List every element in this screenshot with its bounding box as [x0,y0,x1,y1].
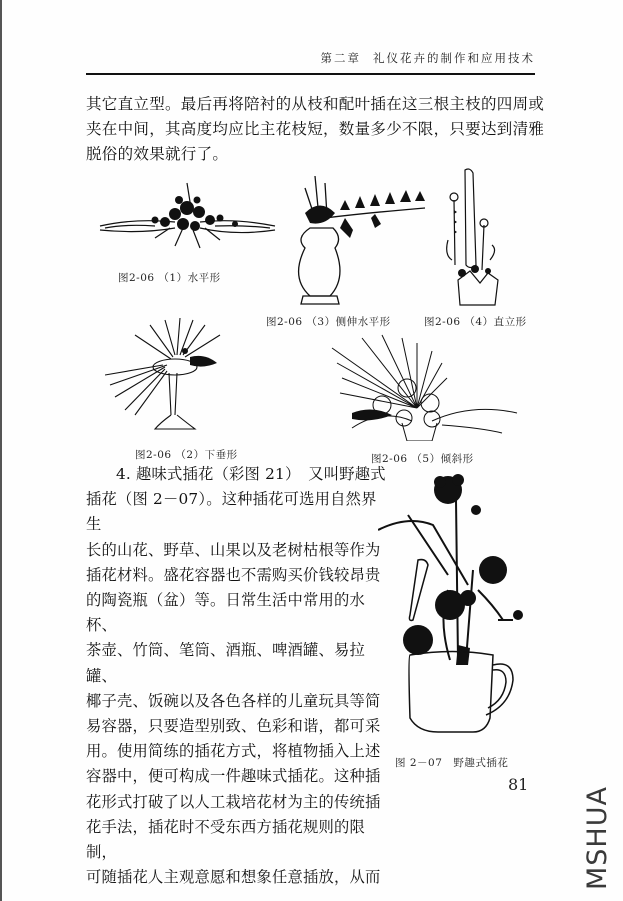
figure-caption-4: 图2-06 （4）直立形 [424,316,527,328]
figure-horizontal-arrangement [95,178,280,258]
figure-cascading-arrangement [105,315,235,435]
text-line: 花手法，插花时不受东西方插花规则的限制， [86,817,365,862]
text-line: 容器中，便可构成一件趣味式插花。这种插 [86,767,381,786]
figure-caption-1: 图2-06 （1）水平形 [118,272,221,284]
header-rule [86,73,535,75]
text-line: 插花材料。盛花容器也不需购买价钱较昂贵 [86,565,381,584]
figure-caption-3: 图2-06 （3）侧伸水平形 [266,316,391,328]
text-line: 长的山花、野草、山果以及老树枯根等作为 [86,540,381,559]
chapter-title: 礼仪花卉的制作和应用技术 [373,51,535,65]
scan-left-edge [0,0,2,901]
running-head [0,50,535,66]
text-line: 插花（图 2－07）。这种插花可选用自然界生 [86,490,377,534]
text-line: 可随插花人主观意愿和想象任意插放，从而 [86,868,381,887]
text-line: 用。使用简练的插花方式，将植物插入上述 [86,742,381,761]
figure-upright-arrangement [440,165,505,310]
text-line: 4. 趣味式插花（彩图 21） 又叫野趣式 [116,465,386,483]
figure-slanted-arrangement [322,333,522,441]
figure-side-extended-horizontal-arrangement [285,168,430,308]
figure-caption-2: 图2-06 （2）下垂形 [135,449,238,461]
section-wild-style-arrangement [86,462,386,890]
chapter-number: 第二章 [320,51,361,65]
top-paragraph: 其它直立型。最后再将陪衬的从枝和配叶插在这三根主枝的四周或夹在中间，其高度均应比主花枝短，数量多少不限，只要达到清雅脱俗的效果就行了。 [86,95,545,163]
figure-caption-5: 图2-06 （5）倾斜形 [371,453,474,465]
text-line: 易容器，只要造型别致、色彩和谐，都可采 [86,717,381,736]
watermark: MSHUA [582,786,613,890]
text-line: 的陶瓷瓶（盆）等。日常生活中常用的水杯、 [86,591,365,635]
text-line: 椰子壳、饭碗以及各色各样的儿童玩具等简 [86,691,381,710]
page-number: 81 [508,775,529,794]
figure-caption-2-07: 图 2－07 野趣式插花 [395,757,509,769]
figure-wild-style-arrangement [378,470,528,740]
text-line: 茶壶、竹筒、笔筒、酒瓶、啤酒罐、易拉罐、 [86,641,365,685]
text-line: 花形式打破了以人工栽培花材为主的传统插 [86,792,381,811]
